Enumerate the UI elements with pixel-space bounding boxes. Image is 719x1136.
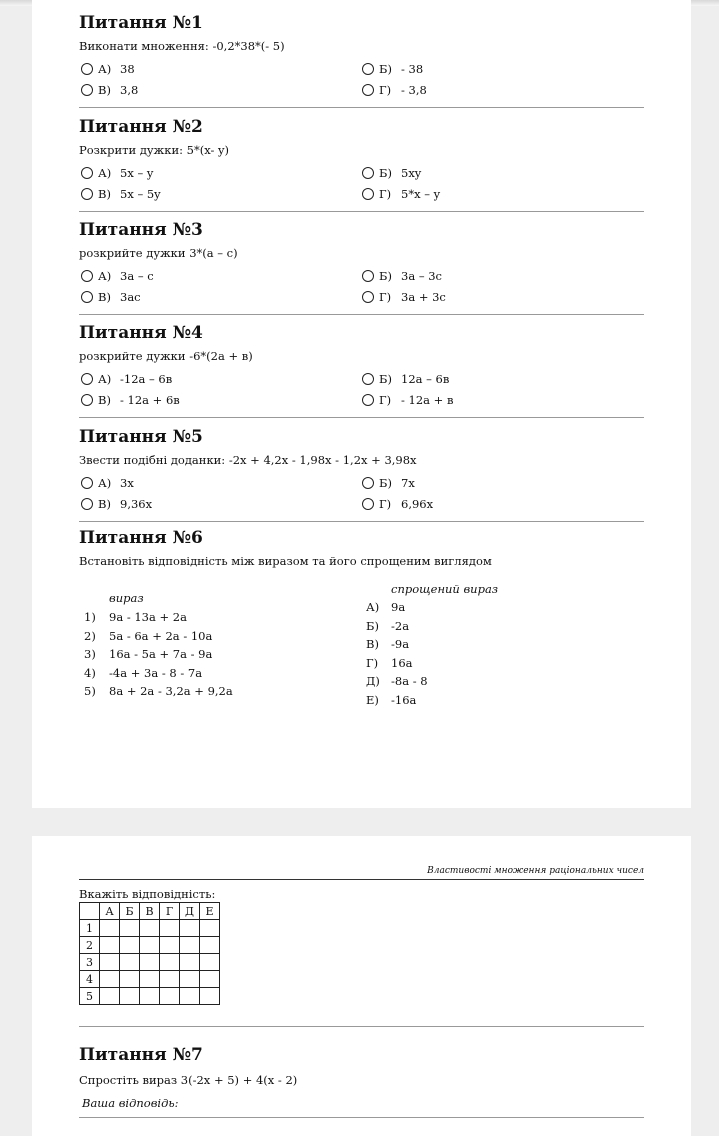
- option-letter: А): [98, 166, 112, 180]
- question-text: Виконати множення: -0,2*38*(- 5): [79, 39, 285, 53]
- radio-icon[interactable]: [81, 188, 93, 200]
- option-value: - 12а + 6в: [120, 393, 180, 407]
- option-1[interactable]: [81, 474, 134, 492]
- running-header: Властивості множення раціональних чисел: [427, 866, 644, 876]
- grid-cell[interactable]: [180, 988, 200, 1005]
- separator: [79, 314, 644, 315]
- option-1[interactable]: [81, 164, 153, 182]
- question-title: Питання №3: [79, 220, 203, 240]
- separator: [79, 107, 644, 108]
- option-3[interactable]: [81, 495, 152, 513]
- grid-cell[interactable]: [100, 920, 120, 937]
- row-letter: В): [366, 637, 379, 651]
- radio-icon[interactable]: [362, 63, 374, 75]
- options: [79, 474, 644, 518]
- radio-icon[interactable]: [362, 188, 374, 200]
- option-4[interactable]: [362, 391, 453, 409]
- grid-cell[interactable]: [120, 954, 140, 971]
- question-text: розкрийте дужки 3*(а – с): [79, 246, 238, 260]
- option-value: 12а – 6в: [401, 372, 450, 386]
- header-rule: [79, 879, 644, 880]
- simplified-row: [366, 617, 428, 636]
- option-letter: Б): [379, 372, 392, 386]
- expression-row: [84, 645, 233, 664]
- grid-cell[interactable]: [140, 920, 160, 937]
- row-number: 4): [84, 665, 96, 680]
- grid-cell[interactable]: [100, 988, 120, 1005]
- grid-row: [80, 920, 220, 937]
- option-value: - 38: [401, 62, 424, 76]
- separator: [79, 521, 644, 522]
- radio-icon[interactable]: [81, 167, 93, 179]
- question-7: [79, 1044, 644, 1110]
- grid-corner: [80, 903, 100, 920]
- option-value: 6,96х: [401, 497, 434, 511]
- option-value: 9,36х: [120, 497, 153, 511]
- row-number: 3): [84, 647, 96, 661]
- row-expression: 9а: [391, 600, 406, 614]
- simplified-row: [366, 672, 428, 691]
- option-2[interactable]: [362, 474, 415, 492]
- option-value: - 3,8: [401, 83, 427, 97]
- option-letter: Б): [379, 269, 392, 283]
- options: [79, 370, 644, 414]
- answer-input[interactable]: Ваша відповідь:: [82, 1096, 179, 1110]
- simplified-row: [366, 654, 428, 673]
- grid-cell[interactable]: [200, 988, 220, 1005]
- option-value: 3а – с: [120, 269, 154, 283]
- row-number: 1): [84, 610, 96, 624]
- grid-cell[interactable]: [100, 971, 120, 988]
- option-letter: В): [98, 497, 111, 511]
- grid-cell[interactable]: [140, 988, 160, 1005]
- option-value: 3ас: [120, 290, 141, 304]
- separator: [79, 417, 644, 418]
- grid-cell[interactable]: [140, 954, 160, 971]
- simplified-list: [366, 598, 428, 709]
- radio-icon[interactable]: [81, 373, 93, 385]
- row-letter: Б): [366, 618, 379, 633]
- option-letter: А): [98, 269, 112, 283]
- option-letter: В): [98, 187, 111, 201]
- question-3: [79, 219, 644, 311]
- option-letter: Г): [379, 187, 392, 201]
- row-letter: Г): [366, 655, 379, 670]
- grid-cell[interactable]: [120, 920, 140, 937]
- expression-row: [84, 664, 233, 683]
- row-expression: -4а + 3а - 8 - 7а: [109, 665, 203, 680]
- option-2[interactable]: [362, 164, 421, 182]
- grid-cell[interactable]: [120, 988, 140, 1005]
- question-1: [79, 12, 644, 104]
- option-value: 3,8: [120, 83, 139, 97]
- option-letter: Б): [379, 476, 392, 490]
- grid-cell[interactable]: [160, 988, 180, 1005]
- options: [79, 267, 644, 311]
- question-text: Встановіть відповідність між виразом та його спрощеним виглядом: [79, 554, 492, 568]
- grid-cell[interactable]: [120, 971, 140, 988]
- option-2[interactable]: [362, 370, 449, 388]
- radio-icon[interactable]: [362, 270, 374, 282]
- grid-cell[interactable]: [180, 954, 200, 971]
- expression-row: [84, 608, 233, 627]
- row-expression: 16а: [391, 655, 413, 670]
- grid-cell[interactable]: [200, 971, 220, 988]
- option-value: 3а + 3с: [401, 290, 446, 304]
- grid-row-header: 4: [80, 971, 100, 988]
- radio-icon[interactable]: [362, 167, 374, 179]
- option-1[interactable]: [81, 370, 172, 388]
- grid-cell[interactable]: [100, 954, 120, 971]
- option-value: 5x – 5y: [120, 187, 161, 201]
- option-letter: Б): [379, 166, 392, 180]
- radio-icon[interactable]: [362, 477, 374, 489]
- grid-cell[interactable]: [140, 971, 160, 988]
- option-letter: Г): [379, 393, 392, 407]
- separator: [79, 1026, 644, 1027]
- grid-cell[interactable]: [200, 920, 220, 937]
- radio-icon[interactable]: [362, 84, 374, 96]
- grid-cell[interactable]: [200, 937, 220, 954]
- question-title: Питання №1: [79, 13, 203, 33]
- simplified-column-head: спрощений вираз: [391, 582, 499, 596]
- match-label: Вкажіть відповідність:: [79, 887, 216, 901]
- page-1: [32, 0, 691, 808]
- question-6: [79, 527, 644, 707]
- grid-cell[interactable]: [160, 971, 180, 988]
- option-value: 5*x – y: [401, 187, 441, 201]
- row-letter: А): [366, 600, 380, 614]
- grid-header-row: [80, 903, 220, 920]
- option-letter: Г): [379, 497, 392, 511]
- grid-col-header: Е: [200, 903, 220, 920]
- question-title: Питання №2: [79, 117, 203, 137]
- grid-col-header: А: [100, 903, 120, 920]
- option-4[interactable]: [362, 81, 427, 99]
- question-title: Питання №7: [79, 1045, 203, 1065]
- option-letter: А): [98, 372, 112, 386]
- option-value: 5xy: [401, 166, 422, 180]
- row-expression: -9а: [391, 637, 410, 651]
- grid-cell[interactable]: [140, 937, 160, 954]
- row-expression: -8а - 8: [391, 674, 428, 688]
- expression-list: [84, 608, 233, 701]
- option-value: -12а – 6в: [120, 372, 173, 386]
- options: [79, 60, 644, 104]
- grid-row-header: 3: [80, 954, 100, 971]
- radio-icon[interactable]: [81, 63, 93, 75]
- option-letter: А): [98, 476, 112, 490]
- option-4[interactable]: [362, 288, 446, 306]
- row-expression: 5а - 6а + 2а - 10а: [109, 628, 213, 643]
- option-3[interactable]: [81, 391, 180, 409]
- option-letter: А): [98, 62, 112, 76]
- radio-icon[interactable]: [81, 477, 93, 489]
- row-expression: 8а + 2а - 3,2а + 9,2а: [109, 684, 233, 698]
- grid-row-header: 2: [80, 937, 100, 954]
- option-value: 38: [120, 62, 135, 76]
- row-expression: 16а - 5а + 7а - 9а: [109, 647, 213, 661]
- separator: [79, 211, 644, 212]
- row-number: 5): [84, 684, 96, 698]
- simplified-row: [366, 691, 428, 710]
- radio-icon[interactable]: [81, 394, 93, 406]
- grid-col-header: В: [140, 903, 160, 920]
- grid-row: [80, 954, 220, 971]
- question-title: Питання №5: [79, 427, 203, 447]
- question-2: [79, 116, 644, 208]
- separator: [79, 1117, 644, 1118]
- grid-cell[interactable]: [200, 954, 220, 971]
- radio-icon[interactable]: [362, 291, 374, 303]
- answer-grid[interactable]: [79, 902, 220, 1005]
- grid-col-header: Б: [120, 903, 140, 920]
- row-number: 2): [84, 628, 96, 643]
- expression-column-head: вираз: [109, 591, 144, 605]
- grid-cell[interactable]: [160, 937, 180, 954]
- grid-cell[interactable]: [120, 937, 140, 954]
- radio-icon[interactable]: [362, 498, 374, 510]
- grid-row: [80, 937, 220, 954]
- option-value: - 12а + в: [401, 393, 454, 407]
- option-value: 3х: [120, 476, 134, 490]
- radio-icon[interactable]: [81, 270, 93, 282]
- row-letter: Е): [366, 692, 379, 707]
- grid-cell[interactable]: [160, 920, 180, 937]
- grid-col-header: Д: [180, 903, 200, 920]
- option-letter: В): [98, 393, 111, 407]
- simplified-row: [366, 598, 428, 617]
- option-1[interactable]: [81, 267, 154, 285]
- page-2: [32, 836, 691, 1136]
- grid-row: [80, 971, 220, 988]
- question-text: Розкрити дужки: 5*(x- y): [79, 143, 229, 157]
- grid-row-header: 5: [80, 988, 100, 1005]
- option-letter: Б): [379, 62, 392, 76]
- question-text: Спростіть вираз 3(-2х + 5) + 4(х - 2): [79, 1073, 298, 1087]
- simplified-row: [366, 635, 428, 654]
- option-3[interactable]: [81, 185, 161, 203]
- option-3[interactable]: [81, 81, 138, 99]
- question-title: Питання №4: [79, 323, 203, 343]
- option-letter: Г): [379, 83, 392, 97]
- grid-cell[interactable]: [180, 920, 200, 937]
- option-3[interactable]: [81, 288, 141, 306]
- option-4[interactable]: [362, 495, 433, 513]
- option-letter: Г): [379, 290, 392, 304]
- row-expression: 9а - 13а + 2а: [109, 610, 187, 624]
- expression-row: [84, 627, 233, 646]
- radio-icon[interactable]: [362, 373, 374, 385]
- row-expression: -16а: [391, 692, 417, 707]
- grid-cell[interactable]: [100, 937, 120, 954]
- grid-row: [80, 988, 220, 1005]
- grid-cell[interactable]: [180, 937, 200, 954]
- grid-row-header: 1: [80, 920, 100, 937]
- option-2[interactable]: [362, 267, 442, 285]
- question-title: Питання №6: [79, 528, 203, 548]
- radio-icon[interactable]: [362, 394, 374, 406]
- option-letter: В): [98, 83, 111, 97]
- question-text: розкрийте дужки -6*(2а + в): [79, 349, 253, 363]
- question-4: [79, 322, 644, 414]
- grid-col-header: Г: [160, 903, 180, 920]
- option-4[interactable]: [362, 185, 440, 203]
- option-1[interactable]: [81, 60, 135, 78]
- grid-cell[interactable]: [180, 971, 200, 988]
- option-value: 5x – y: [120, 166, 154, 180]
- question-5: [79, 426, 644, 518]
- grid-cell[interactable]: [160, 954, 180, 971]
- option-value: 7х: [401, 476, 415, 490]
- option-2[interactable]: [362, 60, 423, 78]
- radio-icon[interactable]: [81, 84, 93, 96]
- option-value: 3а – 3с: [401, 269, 442, 283]
- options: [79, 164, 644, 208]
- row-letter: Д): [366, 674, 380, 688]
- row-expression: -2а: [391, 618, 410, 633]
- radio-icon[interactable]: [81, 498, 93, 510]
- option-letter: В): [98, 290, 111, 304]
- radio-icon[interactable]: [81, 291, 93, 303]
- expression-row: [84, 682, 233, 701]
- question-text: Звести подібні доданки: -2х + 4,2х - 1,98х - 1,2х + 3,98х: [79, 453, 417, 467]
